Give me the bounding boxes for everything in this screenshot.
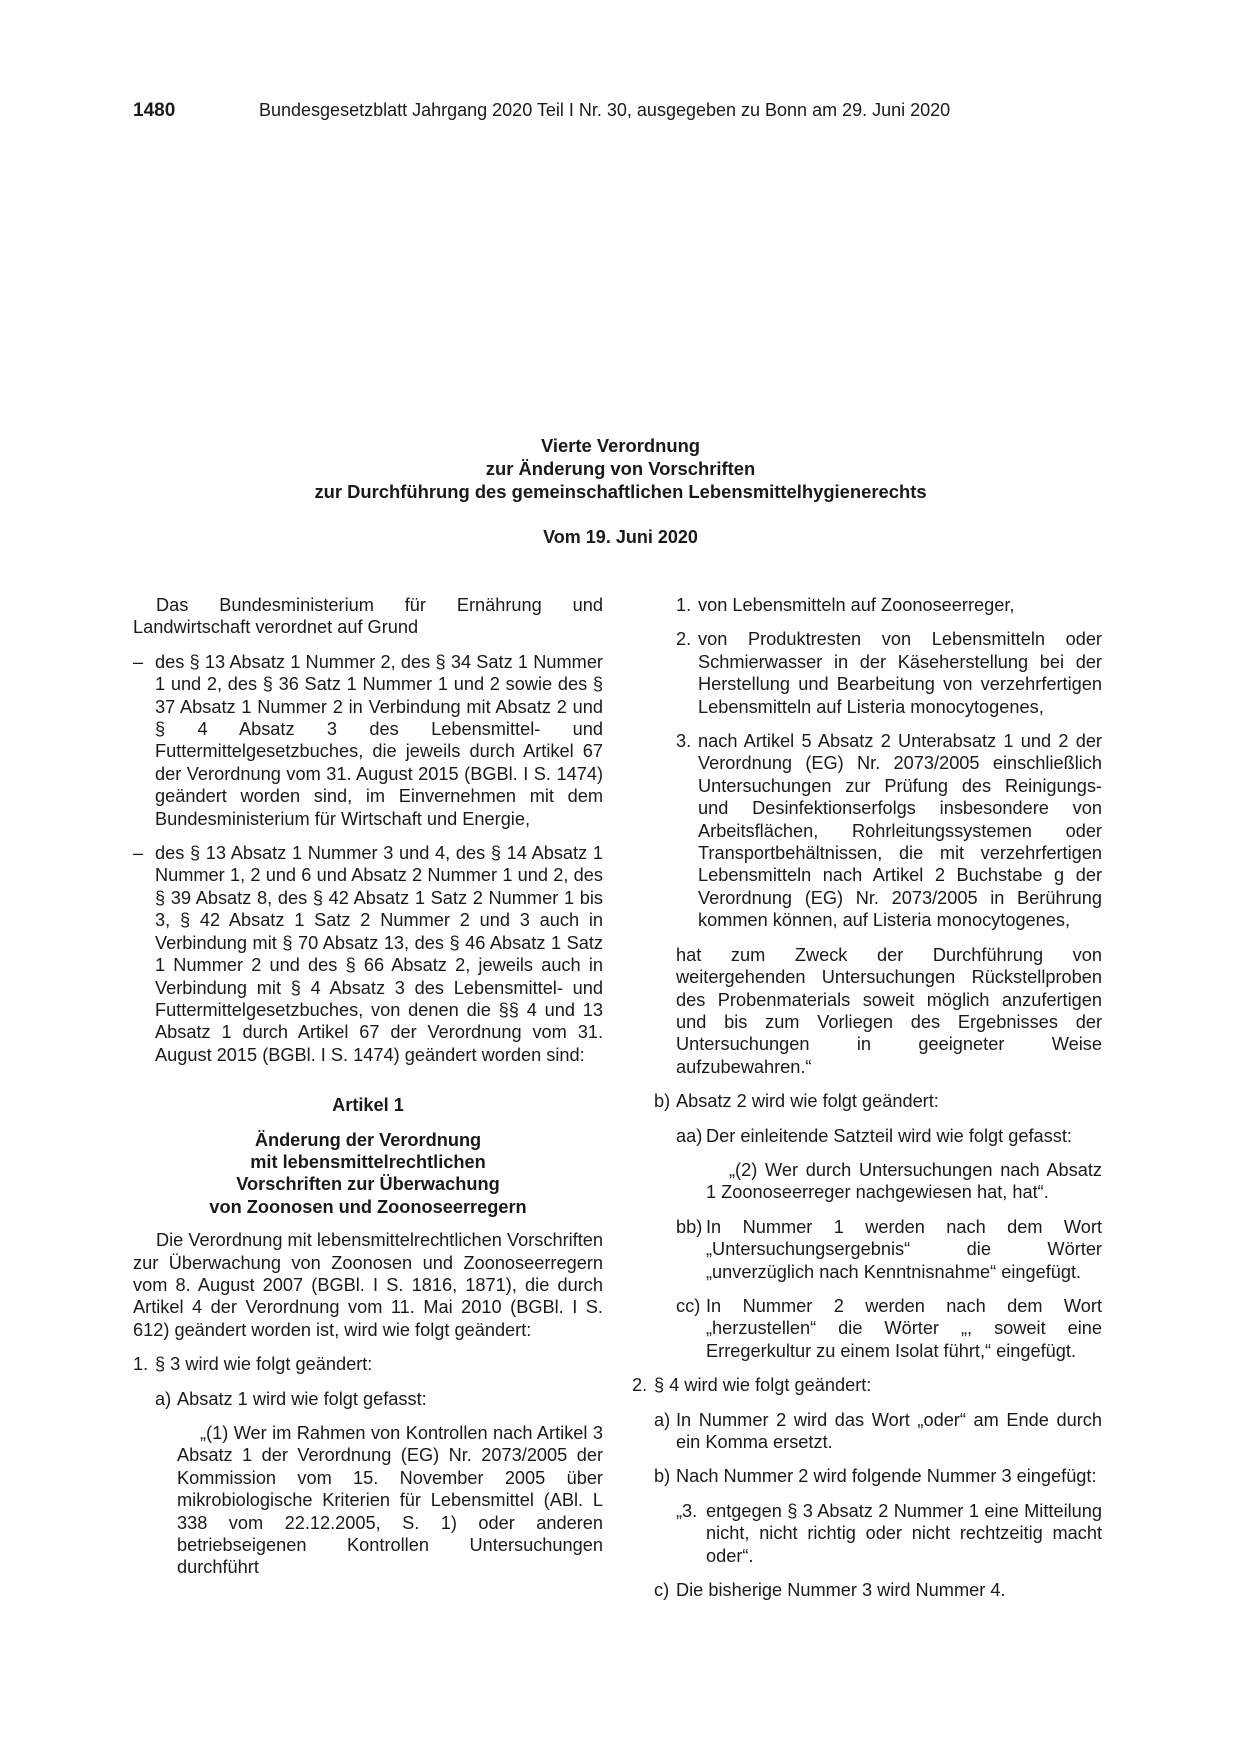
document-date: Vom 19. Juni 2020 (543, 527, 698, 547)
item-label: b) (654, 1091, 671, 1112)
item-label: cc) (676, 1295, 701, 1316)
item-text: Absatz 1 wird wie folgt gefasst: (177, 1388, 427, 1409)
numbered-item-1 (676, 594, 1102, 616)
amendment-item-1b (654, 1090, 1102, 1112)
item-label: a) (155, 1388, 172, 1409)
item-label: aa) (676, 1125, 703, 1146)
article-title-line-3: Vorschriften zur Überwachung (236, 1174, 500, 1195)
legal-basis-item-2 (133, 842, 603, 1066)
item-label: a) (654, 1409, 671, 1430)
item-text: § 3 wird wie folgt geändert: (155, 1354, 373, 1375)
legal-basis-item-1 (133, 651, 603, 830)
amendment-item-2b (654, 1465, 1102, 1487)
item-text: Der einleitende Satzteil wird wie folgt gefasst: (706, 1125, 1072, 1146)
item-text: von Lebensmitteln auf Zoonoseerreger, (698, 595, 1015, 615)
item-text: entgegen § 3 Absatz 2 Nummer 1 eine Mitteilung nicht, nicht richtig oder nicht rechtzeitig macht oder“. (706, 1500, 1102, 1566)
item-text: Absatz 2 wird wie folgt geändert: (676, 1091, 939, 1112)
sub-item-bb (676, 1216, 1102, 1283)
purpose-paragraph: hat zum Zweck der Durchführung von weitergehenden Untersuchungen Rückstellproben des Probenmaterials soweit möglich anzufertigen und bis zum Vorliegen des Ergebnisses der Untersuchungen in geeigneter Weise aufzubewahren.“ (676, 944, 1102, 1077)
running-header (133, 100, 951, 122)
item-text: Die bisherige Nummer 3 wird Nummer 4. (676, 1580, 1006, 1601)
amendment-item-2c (654, 1579, 1102, 1601)
article-title (133, 1129, 603, 1219)
item-label: „3. (676, 1500, 698, 1521)
item-text: Nach Nummer 2 wird folgende Nummer 3 eingefügt: (676, 1466, 1097, 1487)
item-label: 3. (676, 731, 692, 752)
dash-marker: – (133, 651, 144, 672)
item-text: § 4 wird wie folgt geändert: (654, 1375, 872, 1396)
item-label: c) (654, 1580, 670, 1601)
article-title-line-1: Änderung der Verordnung (254, 1129, 482, 1150)
item-label: 1. (676, 595, 692, 615)
item-label: b) (654, 1466, 671, 1487)
article-intro: Die Verordnung mit lebensmittelrechtlichen Vorschriften zur Überwachung von Zoonosen und Zoonoseerregern vom 8. August 2007 (BGBl. I S. 1816, 1871), die durch Artikel 4 der Verordnung vom 11. Mai 2010 (BGBl. I S. 612) geändert worden ist, wird wie folgt geändert: (133, 1230, 603, 1340)
amendment-item-2a (654, 1409, 1102, 1454)
legal-basis-text-2: des § 13 Absatz 1 Nummer 3 und 4, des § 14 Absatz 1 Nummer 1, 2 und 6 und Absatz 2 Nummer 1 und 2, des § 39 Absatz 8, des § 42 Absatz 1 Satz 2 Nummer 1 bis 3, § 42 Absatz 1 Satz 2 Nummer 2 und 3 auch in Verbindung mit § 70 Absatz 13, des § 46 Absatz 1 Satz 1 Nummer 2 und des § 66 Absatz 2, jeweils auch in Verbindung mit § 4 Absatz 3 des Lebensmittel- und Futtermittelgesetzbuches, von denen die §§ 4 und 13 Absatz 1 durch Artikel 67 der Verordnung vom 31. August 2015 (BGBl. I S. 1474) geändert worden sind: (155, 843, 603, 1065)
item-label: bb) (676, 1216, 703, 1237)
sub-item-cc (676, 1295, 1102, 1362)
dash-marker: – (133, 843, 144, 864)
amendment-item-2 (632, 1374, 1102, 1396)
item-text: In Nummer 1 werden nach dem Wort „Untersuchungsergebnis“ die Wörter „unverzüglich nach Kenntnisnahme“ eingefügt. (706, 1216, 1102, 1282)
article-title-line-4: von Zoonosen und Zoonoseerregern (209, 1196, 527, 1217)
header-text: Bundesgesetzblatt Jahrgang 2020 Teil I Nr. 30, ausgegeben zu Bonn am 29. Juni 2020 (259, 100, 951, 120)
title-line-3: zur Durchführung des gemeinschaftlichen Lebensmittelhygienerechts (314, 481, 927, 502)
quoted-paragraph-2: „(2) Wer durch Untersuchungen nach Absatz 1 Zoonoseerreger nachgewiesen hat, hat“. (706, 1159, 1102, 1203)
title-line-1: Vierte Verordnung (540, 435, 701, 456)
quoted-item-3 (676, 1500, 1102, 1567)
title-line-2: zur Änderung von Vorschriften (485, 458, 756, 479)
right-column (632, 594, 1102, 1601)
legal-basis-text-1: des § 13 Absatz 1 Nummer 2, des § 34 Satz 1 Nummer 1 und 2, des § 36 Satz 1 Nummer 1 und 2 sowie des § 37 Absatz 1 Nummer 2 in Verbindung mit Absatz 2 und § 4 Absatz 3 des Lebensmittel- und Futtermittelgesetzbuches, die jeweils durch Artikel 67 der Verordnung vom 31. August 2015 (BGBl. I S. 1474) geändert worden sind, im Einvernehmen mit dem Bundesministerium für Wirtschaft und Energie, (155, 651, 603, 829)
item-text: nach Artikel 5 Absatz 2 Unterabsatz 1 und 2 der Verordnung (EG) Nr. 2073/2005 einschließlich Untersuchungen zur Prüfung des Reinigungs- und Desinfektionserfolgs insbesondere von Arbeitsflächen, Rohrleitungssystemen oder Transportbehältnissen, die mit verzehrfertigen Lebensmitteln nach Artikel 2 Buchstabe g der Verordnung (EG) Nr. 2073/2005 in Berührung kommen können, auf Listeria monocytogenes, (698, 731, 1102, 931)
amendment-item-1 (133, 1353, 603, 1375)
article-title-line-2: mit lebensmittelrechtlichen (250, 1151, 486, 1172)
amendment-item-1a (155, 1388, 603, 1410)
item-text: von Produktresten von Lebensmitteln oder Schmierwasser in der Käseherstellung bei der Herstellung und Bearbeitung von verzehrfertigen Lebensmitteln auf Listeria monocytogenes, (698, 629, 1102, 717)
quoted-paragraph-1: „(1) Wer im Rahmen von Kontrollen nach Artikel 3 Absatz 1 der Verordnung (EG) Nr. 2073/2005 der Kommission vom 15. November 2005 über mikrobiologische Kriterien für Lebensmittel (ABl. L 338 vom 22.12.2005, S. 1) oder anderen betriebseigenen Kontrollen Untersuchungen durchführt (177, 1423, 603, 1578)
sub-item-aa (676, 1125, 1102, 1147)
item-text: In Nummer 2 wird das Wort „oder“ am Ende durch ein Komma ersetzt. (676, 1409, 1102, 1452)
left-column (133, 594, 603, 1579)
article-heading: Artikel 1 (332, 1095, 404, 1116)
numbered-item-3 (676, 730, 1102, 932)
preamble-intro: Das Bundesministerium für Ernährung und Landwirtschaft verordnet auf Grund (133, 595, 603, 638)
page-number: 1480 (133, 100, 176, 121)
item-label: 2. (676, 629, 692, 650)
numbered-item-2 (676, 628, 1102, 718)
item-text: In Nummer 2 werden nach dem Wort „herzustellen“ die Wörter „, soweit eine Erregerkultur zu einem Isolat führt,“ eingefügt. (706, 1295, 1102, 1361)
document-title (0, 434, 1241, 503)
item-label: 2. (632, 1375, 648, 1396)
item-label: 1. (133, 1354, 149, 1375)
